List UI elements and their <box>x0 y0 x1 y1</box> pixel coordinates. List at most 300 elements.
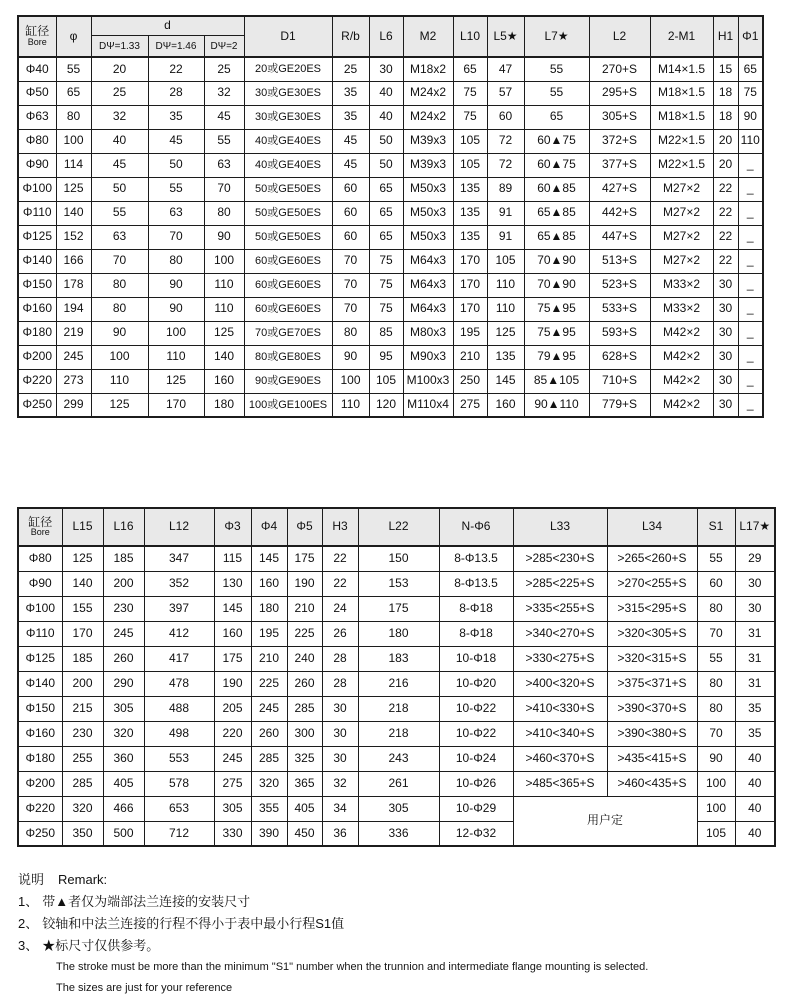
table-cell: 347 <box>144 546 214 571</box>
row-header-bore: Φ110 <box>18 201 56 225</box>
col-header-d-psi-2: DΨ=2 <box>204 36 244 58</box>
table-cell: 70▲90 <box>524 249 589 273</box>
table-cell: 710+S <box>589 369 650 393</box>
table-cell: 30 <box>369 57 403 81</box>
table-cell: 55 <box>697 546 735 571</box>
table-cell: 20 <box>713 153 738 177</box>
table-cell: M50x3 <box>403 177 453 201</box>
table-cell: 372+S <box>589 129 650 153</box>
col-header-s1: S1 <box>697 508 735 546</box>
table-cell: 70▲90 <box>524 273 589 297</box>
table-cell: >285<230+S <box>513 546 607 571</box>
remark-text: 铰轴和中法兰连接的行程不得小于表中最小行程S1值 <box>42 916 345 931</box>
table-row <box>18 321 763 345</box>
table-cell: 30 <box>735 571 775 596</box>
table-cell: 20 <box>713 129 738 153</box>
table-cell: 150 <box>358 546 439 571</box>
table-cell: 130 <box>214 571 251 596</box>
table-cell: 40 <box>735 771 775 796</box>
table-cell: 80 <box>91 273 148 297</box>
table-cell: 412 <box>144 621 214 646</box>
table-cell: 230 <box>62 721 103 746</box>
table-cell: M42×2 <box>650 393 713 417</box>
table-cell: 160 <box>251 571 287 596</box>
table-cell: 26 <box>322 621 358 646</box>
table-cell: 352 <box>144 571 214 596</box>
table-cell: 10-Φ29 <box>439 796 513 821</box>
table-cell: 25 <box>332 57 369 81</box>
table2-body <box>18 546 775 846</box>
table-cell: 90 <box>697 746 735 771</box>
table-cell: 105 <box>369 369 403 393</box>
table-cell: 18 <box>713 105 738 129</box>
table-cell: M24x2 <box>403 81 453 105</box>
col-header-l10: L10 <box>453 16 487 57</box>
bore-label-cn: 缸径 <box>25 24 50 39</box>
table-cell: 35 <box>735 696 775 721</box>
table-cell: 325 <box>287 746 322 771</box>
table-cell: 22 <box>713 177 738 201</box>
table-cell: 255 <box>62 746 103 771</box>
table-cell: 205 <box>214 696 251 721</box>
table-cell: >410<340+S <box>513 721 607 746</box>
table-cell: >265<260+S <box>607 546 697 571</box>
table-cell: 712 <box>144 821 214 846</box>
table-cell: 40 <box>735 821 775 846</box>
table-cell: 50 <box>148 153 204 177</box>
table-cell: 20 <box>91 57 148 81</box>
table-cell: 125 <box>204 321 244 345</box>
col-header-d-psi-133: DΨ=1.33 <box>91 36 148 58</box>
table-cell: 145 <box>251 546 287 571</box>
col-header-l34: L34 <box>607 508 697 546</box>
table-cell: 305+S <box>589 105 650 129</box>
col-header-phi1: Φ1 <box>738 16 763 57</box>
table-cell: 55 <box>56 57 91 81</box>
table-cell: 216 <box>358 671 439 696</box>
col-header-h3: H3 <box>322 508 358 546</box>
table-cell: 45 <box>148 129 204 153</box>
table-cell: 79▲95 <box>524 345 589 369</box>
table-cell: 273 <box>56 369 91 393</box>
table-cell: 40 <box>735 746 775 771</box>
table-cell: M110x4 <box>403 393 453 417</box>
table-row <box>18 345 763 369</box>
col-header-l12: L12 <box>144 508 214 546</box>
table-cell: _ <box>738 369 763 393</box>
table-cell: 779+S <box>589 393 650 417</box>
table-cell: 270+S <box>589 57 650 81</box>
table-row <box>18 81 763 105</box>
table-cell: 125 <box>62 546 103 571</box>
table-cell: 22 <box>148 57 204 81</box>
table-cell: 65 <box>369 201 403 225</box>
row-header-bore: Φ90 <box>18 571 62 596</box>
table-cell: 125 <box>148 369 204 393</box>
table-cell: 593+S <box>589 321 650 345</box>
table-cell: 25 <box>204 57 244 81</box>
table-cell: 114 <box>56 153 91 177</box>
row-header-bore: Φ180 <box>18 321 56 345</box>
table-row <box>18 177 763 201</box>
table-cell: 63 <box>204 153 244 177</box>
table-cell: _ <box>738 273 763 297</box>
table-cell: 105 <box>453 153 487 177</box>
table-cell: 145 <box>214 596 251 621</box>
table-cell: 115 <box>214 546 251 571</box>
table-cell: 533+S <box>589 297 650 321</box>
table-cell: 290 <box>103 671 144 696</box>
table-cell: M24x2 <box>403 105 453 129</box>
table-cell: 30或GE30ES <box>244 81 332 105</box>
table-cell: 90▲110 <box>524 393 589 417</box>
table-cell: 170 <box>453 273 487 297</box>
table-cell: 70 <box>91 249 148 273</box>
table-cell: _ <box>738 177 763 201</box>
table-cell: 336 <box>358 821 439 846</box>
col-header-m2: M2 <box>403 16 453 57</box>
table-cell: 450 <box>287 821 322 846</box>
table-cell: 215 <box>62 696 103 721</box>
table-cell: 100 <box>332 369 369 393</box>
table-cell: M18×1.5 <box>650 105 713 129</box>
table-cell: 22 <box>322 546 358 571</box>
table-cell: >340<270+S <box>513 621 607 646</box>
table-cell: 22 <box>322 571 358 596</box>
row-header-bore: Φ150 <box>18 273 56 297</box>
table-cell: 183 <box>358 646 439 671</box>
table-cell: 45 <box>332 129 369 153</box>
table-cell: 218 <box>358 721 439 746</box>
table-cell: 75 <box>369 297 403 321</box>
table-cell: 8-Φ18 <box>439 621 513 646</box>
table-cell: 80 <box>148 249 204 273</box>
remark-number: 1、 <box>18 894 39 909</box>
table-row <box>18 201 763 225</box>
table-cell: 110 <box>91 369 148 393</box>
table-cell: M18×1.5 <box>650 81 713 105</box>
table-row <box>18 721 775 746</box>
table-cell: 60 <box>332 177 369 201</box>
row-header-bore: Φ90 <box>18 153 56 177</box>
table-cell: 160 <box>204 369 244 393</box>
table-row <box>18 796 775 821</box>
table-cell: M27×2 <box>650 177 713 201</box>
table-cell: 390 <box>251 821 287 846</box>
table-cell: 10-Φ22 <box>439 696 513 721</box>
bore-label-cn: 缸径 <box>28 514 53 529</box>
table-cell: 22 <box>713 225 738 249</box>
table-cell: 20或GE20ES <box>244 57 332 81</box>
col-header-l6: L6 <box>369 16 403 57</box>
table-cell: 65 <box>56 81 91 105</box>
table-cell: 55 <box>204 129 244 153</box>
table-cell: 245 <box>251 696 287 721</box>
table-cell: 90 <box>91 321 148 345</box>
table-cell: >390<380+S <box>607 721 697 746</box>
table-cell: 10-Φ24 <box>439 746 513 771</box>
table-row <box>18 297 763 321</box>
table-row <box>18 671 775 696</box>
row-header-bore: Φ50 <box>18 81 56 105</box>
table-cell: 10-Φ18 <box>439 646 513 671</box>
table-cell: 45 <box>204 105 244 129</box>
table-cell: 55 <box>524 57 589 81</box>
table-row <box>18 746 775 771</box>
table-row <box>18 225 763 249</box>
table-cell: 523+S <box>589 273 650 297</box>
table-cell: 70 <box>332 249 369 273</box>
table-cell: 330 <box>214 821 251 846</box>
table-cell: 40 <box>91 129 148 153</box>
table-cell: 89 <box>487 177 524 201</box>
table-cell: 110 <box>738 129 763 153</box>
table-cell: 80 <box>332 321 369 345</box>
remarks-title <box>18 869 768 891</box>
col-header-phi4: Φ4 <box>251 508 287 546</box>
table-cell: 180 <box>204 393 244 417</box>
table-cell: 60▲85 <box>524 177 589 201</box>
table-cell: 60或GE60ES <box>244 249 332 273</box>
col-header-phi5: Φ5 <box>287 508 322 546</box>
table-cell: 135 <box>453 201 487 225</box>
table-cell: 305 <box>358 796 439 821</box>
table-cell: 100 <box>56 129 91 153</box>
table-cell: >375<371+S <box>607 671 697 696</box>
table-cell: M22×1.5 <box>650 153 713 177</box>
table-cell: 90 <box>204 225 244 249</box>
table-cell: 57 <box>487 81 524 105</box>
table-cell: 295+S <box>589 81 650 105</box>
table-cell: 140 <box>62 571 103 596</box>
table-cell: 170 <box>148 393 204 417</box>
col-header-d1: D1 <box>244 16 332 57</box>
table-cell: M64x3 <box>403 249 453 273</box>
table-cell: >435<415+S <box>607 746 697 771</box>
table-cell: 28 <box>322 646 358 671</box>
table-cell: M27×2 <box>650 225 713 249</box>
table-cell: 30 <box>322 721 358 746</box>
table-cell: 261 <box>358 771 439 796</box>
table-cell: 135 <box>453 177 487 201</box>
table-cell: 245 <box>103 621 144 646</box>
table-cell: 40 <box>369 105 403 129</box>
table-cell: 75 <box>453 105 487 129</box>
table-cell: M27×2 <box>650 201 713 225</box>
remark-text: ★标尺寸仅供参考。 <box>42 938 160 953</box>
table-cell: 30 <box>713 273 738 297</box>
table-cell: 80 <box>204 201 244 225</box>
table-cell: 110 <box>332 393 369 417</box>
table-cell: 75 <box>453 81 487 105</box>
table-cell: 30或GE30ES <box>244 105 332 129</box>
table-cell: 65 <box>369 225 403 249</box>
table-cell: 70 <box>697 721 735 746</box>
remark-text: 带▲者仅为端部法兰连接的安装尺寸 <box>42 894 251 909</box>
row-header-bore: Φ140 <box>18 249 56 273</box>
table-cell: 30 <box>713 297 738 321</box>
table-cell: 190 <box>287 571 322 596</box>
table-cell: 63 <box>91 225 148 249</box>
table-cell: 40 <box>735 796 775 821</box>
table-cell: 200 <box>103 571 144 596</box>
table-cell: 320 <box>103 721 144 746</box>
table-cell: 140 <box>204 345 244 369</box>
table-cell: 70 <box>697 621 735 646</box>
table-cell: 31 <box>735 671 775 696</box>
table-cell: 22 <box>713 249 738 273</box>
table-cell: 299 <box>56 393 91 417</box>
row-header-bore: Φ200 <box>18 345 56 369</box>
remark-item-3 <box>18 935 768 957</box>
table-cell: 70 <box>204 177 244 201</box>
table-cell: 200 <box>62 671 103 696</box>
row-header-bore: Φ80 <box>18 546 62 571</box>
table-cell: 100 <box>204 249 244 273</box>
table-row <box>18 153 763 177</box>
table-cell: >270<255+S <box>607 571 697 596</box>
table-cell: 8-Φ18 <box>439 596 513 621</box>
table-cell: 320 <box>62 796 103 821</box>
table-cell: >285<225+S <box>513 571 607 596</box>
row-header-bore: Φ100 <box>18 596 62 621</box>
table-cell: 47 <box>487 57 524 81</box>
table-cell: 60 <box>332 201 369 225</box>
table-row <box>18 393 763 417</box>
table-cell: 90 <box>148 273 204 297</box>
table-cell: 8-Φ13.5 <box>439 546 513 571</box>
table-cell: >330<275+S <box>513 646 607 671</box>
table-cell: 50或GE50ES <box>244 225 332 249</box>
table-cell: 31 <box>735 621 775 646</box>
table-cell: M33×2 <box>650 297 713 321</box>
table-cell: 80 <box>91 297 148 321</box>
table-cell: 195 <box>453 321 487 345</box>
table-cell: 260 <box>103 646 144 671</box>
table-cell: 195 <box>251 621 287 646</box>
table-cell: 40或GE40ES <box>244 129 332 153</box>
table-row <box>18 571 775 596</box>
table-cell: 578 <box>144 771 214 796</box>
table-cell: 110 <box>487 273 524 297</box>
table-cell: 175 <box>287 546 322 571</box>
table-cell: 110 <box>204 297 244 321</box>
table-cell: 260 <box>287 671 322 696</box>
table-cell: 35 <box>332 81 369 105</box>
table-cell: M100x3 <box>403 369 453 393</box>
table-cell: 275 <box>453 393 487 417</box>
table-cell: >320<305+S <box>607 621 697 646</box>
table-cell: 60 <box>332 225 369 249</box>
table-row <box>18 546 775 571</box>
row-header-bore: Φ100 <box>18 177 56 201</box>
table-cell: 65▲85 <box>524 225 589 249</box>
table-cell: 100 <box>697 771 735 796</box>
table-cell: 240 <box>287 646 322 671</box>
table-cell: 18 <box>713 81 738 105</box>
remark-number: 2、 <box>18 916 39 931</box>
table-cell: 72 <box>487 153 524 177</box>
table-cell: _ <box>738 249 763 273</box>
table-cell: 60 <box>697 571 735 596</box>
table-cell: 125 <box>56 177 91 201</box>
table-cell: 260 <box>251 721 287 746</box>
table-cell: 35 <box>148 105 204 129</box>
col-header-l2: L2 <box>589 16 650 57</box>
table-cell: >460<435+S <box>607 771 697 796</box>
table-cell: 45 <box>332 153 369 177</box>
table-cell: 50或GE50ES <box>244 201 332 225</box>
table-cell: 80 <box>697 596 735 621</box>
table-row <box>18 249 763 273</box>
table-cell: 153 <box>358 571 439 596</box>
table-cell: >315<295+S <box>607 596 697 621</box>
col-header-l22: L22 <box>358 508 439 546</box>
col-header-bore <box>18 508 62 546</box>
table-cell: 488 <box>144 696 214 721</box>
table-cell: M42×2 <box>650 369 713 393</box>
table-cell: 80 <box>697 671 735 696</box>
table-cell: 135 <box>453 225 487 249</box>
table-cell: >460<370+S <box>513 746 607 771</box>
table-cell: M42×2 <box>650 345 713 369</box>
table-cell: 218 <box>358 696 439 721</box>
table-cell: M14×1.5 <box>650 57 713 81</box>
table-cell: 50 <box>369 129 403 153</box>
col-header-l16: L16 <box>103 508 144 546</box>
table-cell: 245 <box>56 345 91 369</box>
table-cell: 243 <box>358 746 439 771</box>
table-cell: _ <box>738 321 763 345</box>
table-cell: 105 <box>697 821 735 846</box>
table-cell: 85 <box>369 321 403 345</box>
table-cell: 65 <box>369 177 403 201</box>
table-row <box>18 646 775 671</box>
table-cell: 250 <box>453 369 487 393</box>
table-cell: 100或GE100ES <box>244 393 332 417</box>
table-cell: 75▲95 <box>524 321 589 345</box>
table-cell: 498 <box>144 721 214 746</box>
table-cell: 160 <box>214 621 251 646</box>
row-header-bore: Φ125 <box>18 646 62 671</box>
table-cell: M39x3 <box>403 129 453 153</box>
table-cell: 90 <box>332 345 369 369</box>
table-row <box>18 771 775 796</box>
row-header-bore: Φ160 <box>18 721 62 746</box>
table-cell: 60或GE60ES <box>244 297 332 321</box>
table-cell: M50x3 <box>403 225 453 249</box>
table-cell: 305 <box>103 696 144 721</box>
table-cell: 75 <box>738 81 763 105</box>
table-cell: 300 <box>287 721 322 746</box>
table-cell: 360 <box>103 746 144 771</box>
table-cell: 30 <box>322 746 358 771</box>
table-cell: 40或GE40ES <box>244 153 332 177</box>
table-cell: 36 <box>322 821 358 846</box>
table-cell: 145 <box>487 369 524 393</box>
table-cell: 125 <box>487 321 524 345</box>
table-cell: 210 <box>453 345 487 369</box>
table-cell: 22 <box>713 201 738 225</box>
table-cell: M18x2 <box>403 57 453 81</box>
table-cell: 8-Φ13.5 <box>439 571 513 596</box>
bore-label-en: Bore <box>30 527 50 538</box>
table-row <box>18 129 763 153</box>
table-cell: 178 <box>56 273 91 297</box>
table-cell: 28 <box>322 671 358 696</box>
table-cell: 125 <box>91 393 148 417</box>
table-cell: 500 <box>103 821 144 846</box>
